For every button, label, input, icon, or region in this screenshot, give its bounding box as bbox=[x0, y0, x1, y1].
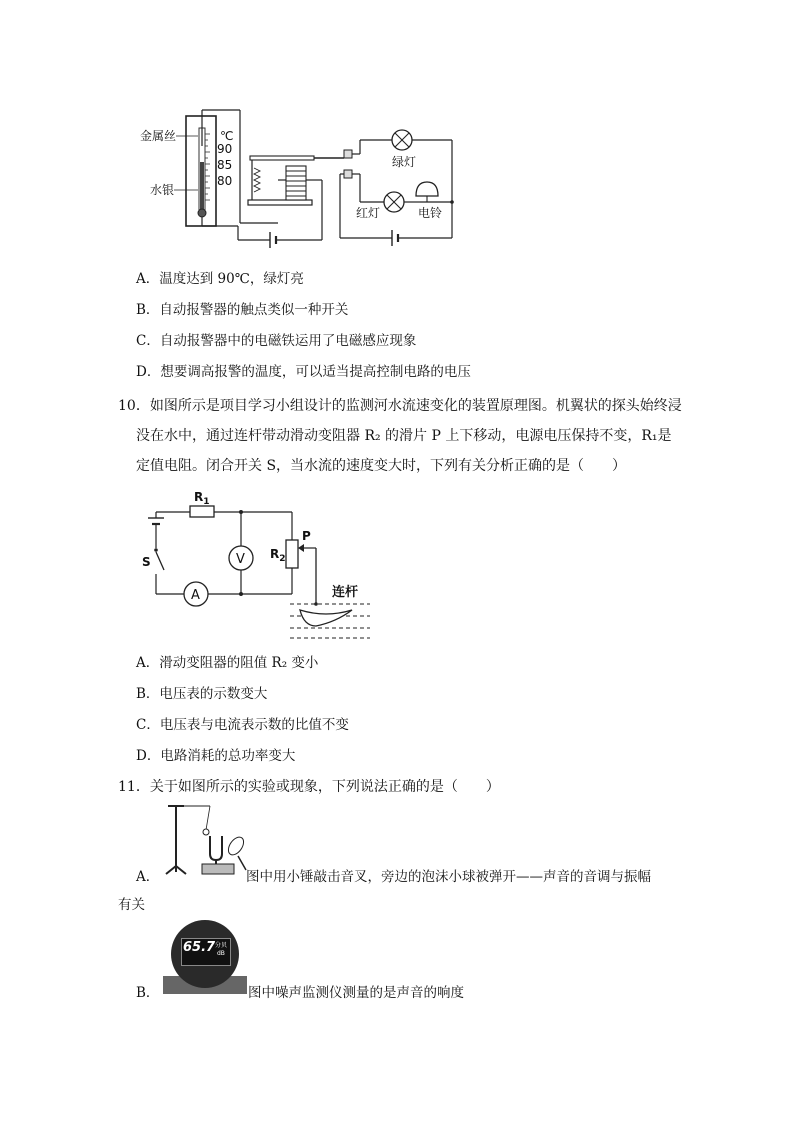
label-metal-wire: 金属丝 bbox=[140, 129, 177, 143]
label-green-lamp: 绿灯 bbox=[392, 155, 417, 169]
q10-option-c: C．电压表与电流表示数的比值不变 bbox=[136, 717, 349, 733]
label-mercury: 水银 bbox=[150, 183, 175, 197]
wing-probe bbox=[300, 610, 352, 626]
label-v: V bbox=[236, 552, 245, 567]
q11-option-a-cont: 有关 bbox=[118, 897, 145, 913]
meter-unit-top: 分贝 bbox=[215, 942, 228, 949]
q11-stem: 11．关于如图所示的实验或现象，下列说法正确的是（ ） bbox=[118, 779, 500, 795]
foam-ball bbox=[203, 829, 209, 835]
label-s: S bbox=[142, 555, 151, 569]
q11-option-a-text: 图中用小锤敲击音叉，旁边的泡沫小球被弹开——声音的音调与振幅 bbox=[246, 869, 651, 885]
label-red-lamp: 红灯 bbox=[356, 206, 381, 220]
meter-reading: 65.7 bbox=[183, 940, 216, 955]
fork-base bbox=[202, 864, 234, 874]
label-p: P bbox=[302, 529, 311, 543]
label-unit: ℃ bbox=[220, 129, 234, 143]
switch-s bbox=[156, 552, 164, 570]
q10-option-d: D．电路消耗的总功率变大 bbox=[136, 748, 296, 764]
tick-80: 80 bbox=[217, 174, 233, 188]
resistor-r1 bbox=[190, 506, 214, 517]
tuning-fork-figure bbox=[160, 800, 250, 884]
q10-option-b: B．电压表的示数变大 bbox=[136, 686, 268, 702]
q10-stem-line1: 10．如图所示是项目学习小组设计的监测河水流速变化的装置原理图。机翼状的探头始终浸 bbox=[118, 398, 682, 414]
contact-upper bbox=[344, 150, 352, 158]
q9-option-a: A．温度达到 90℃，绿灯亮 bbox=[136, 271, 304, 287]
q10-stem-line3: 定值电阻。闭合开关 S，当水流的速度变大时，下列有关分析正确的是（ ） bbox=[136, 458, 627, 474]
label-r2: $R_2$ bbox=[270, 547, 286, 564]
noise-monitor-figure bbox=[163, 920, 247, 994]
electric-bell bbox=[416, 182, 438, 196]
meter-unit-bottom: dB bbox=[217, 950, 225, 957]
q9-option-d: D．想要调高报警的温度，可以适当提高控制电路的电压 bbox=[136, 364, 471, 380]
label-a: A bbox=[191, 588, 200, 603]
q9-circuit-figure bbox=[130, 100, 470, 260]
tick-90: 90 bbox=[217, 142, 233, 156]
mercury-bulb bbox=[198, 209, 206, 217]
hammer bbox=[225, 834, 246, 857]
mercury-column bbox=[200, 162, 204, 210]
tuning-fork bbox=[210, 836, 222, 860]
q9-option-b: B．自动报警器的触点类似一种开关 bbox=[136, 302, 349, 318]
relay-base bbox=[248, 200, 312, 205]
slider-p bbox=[298, 544, 304, 552]
q11-option-b-prefix: B． bbox=[136, 985, 160, 1001]
q10-option-a: A．滑动变阻器的阻值 R₂ 变小 bbox=[136, 655, 319, 671]
label-rod: 连杆 bbox=[332, 585, 359, 600]
resistor-r2 bbox=[286, 540, 298, 568]
label-r1: $R_1$ bbox=[194, 490, 210, 507]
q11-option-b-text: 图中噪声监测仪测量的是声音的响度 bbox=[248, 985, 464, 1001]
q10-circuit-figure bbox=[140, 486, 380, 646]
q9-option-c: C．自动报警器中的电磁铁运用了电磁感应现象 bbox=[136, 333, 417, 349]
armature bbox=[250, 156, 314, 160]
q11-option-a-prefix: A． bbox=[136, 869, 160, 885]
tick-85: 85 bbox=[217, 158, 233, 172]
contact-lower bbox=[344, 170, 352, 178]
q10-stem-line2: 没在水中，通过连杆带动滑动变阻器 R₂ 的滑片 P 上下移动，电源电压保持不变，R₁是 bbox=[136, 428, 672, 444]
label-bell: 电铃 bbox=[418, 206, 443, 220]
